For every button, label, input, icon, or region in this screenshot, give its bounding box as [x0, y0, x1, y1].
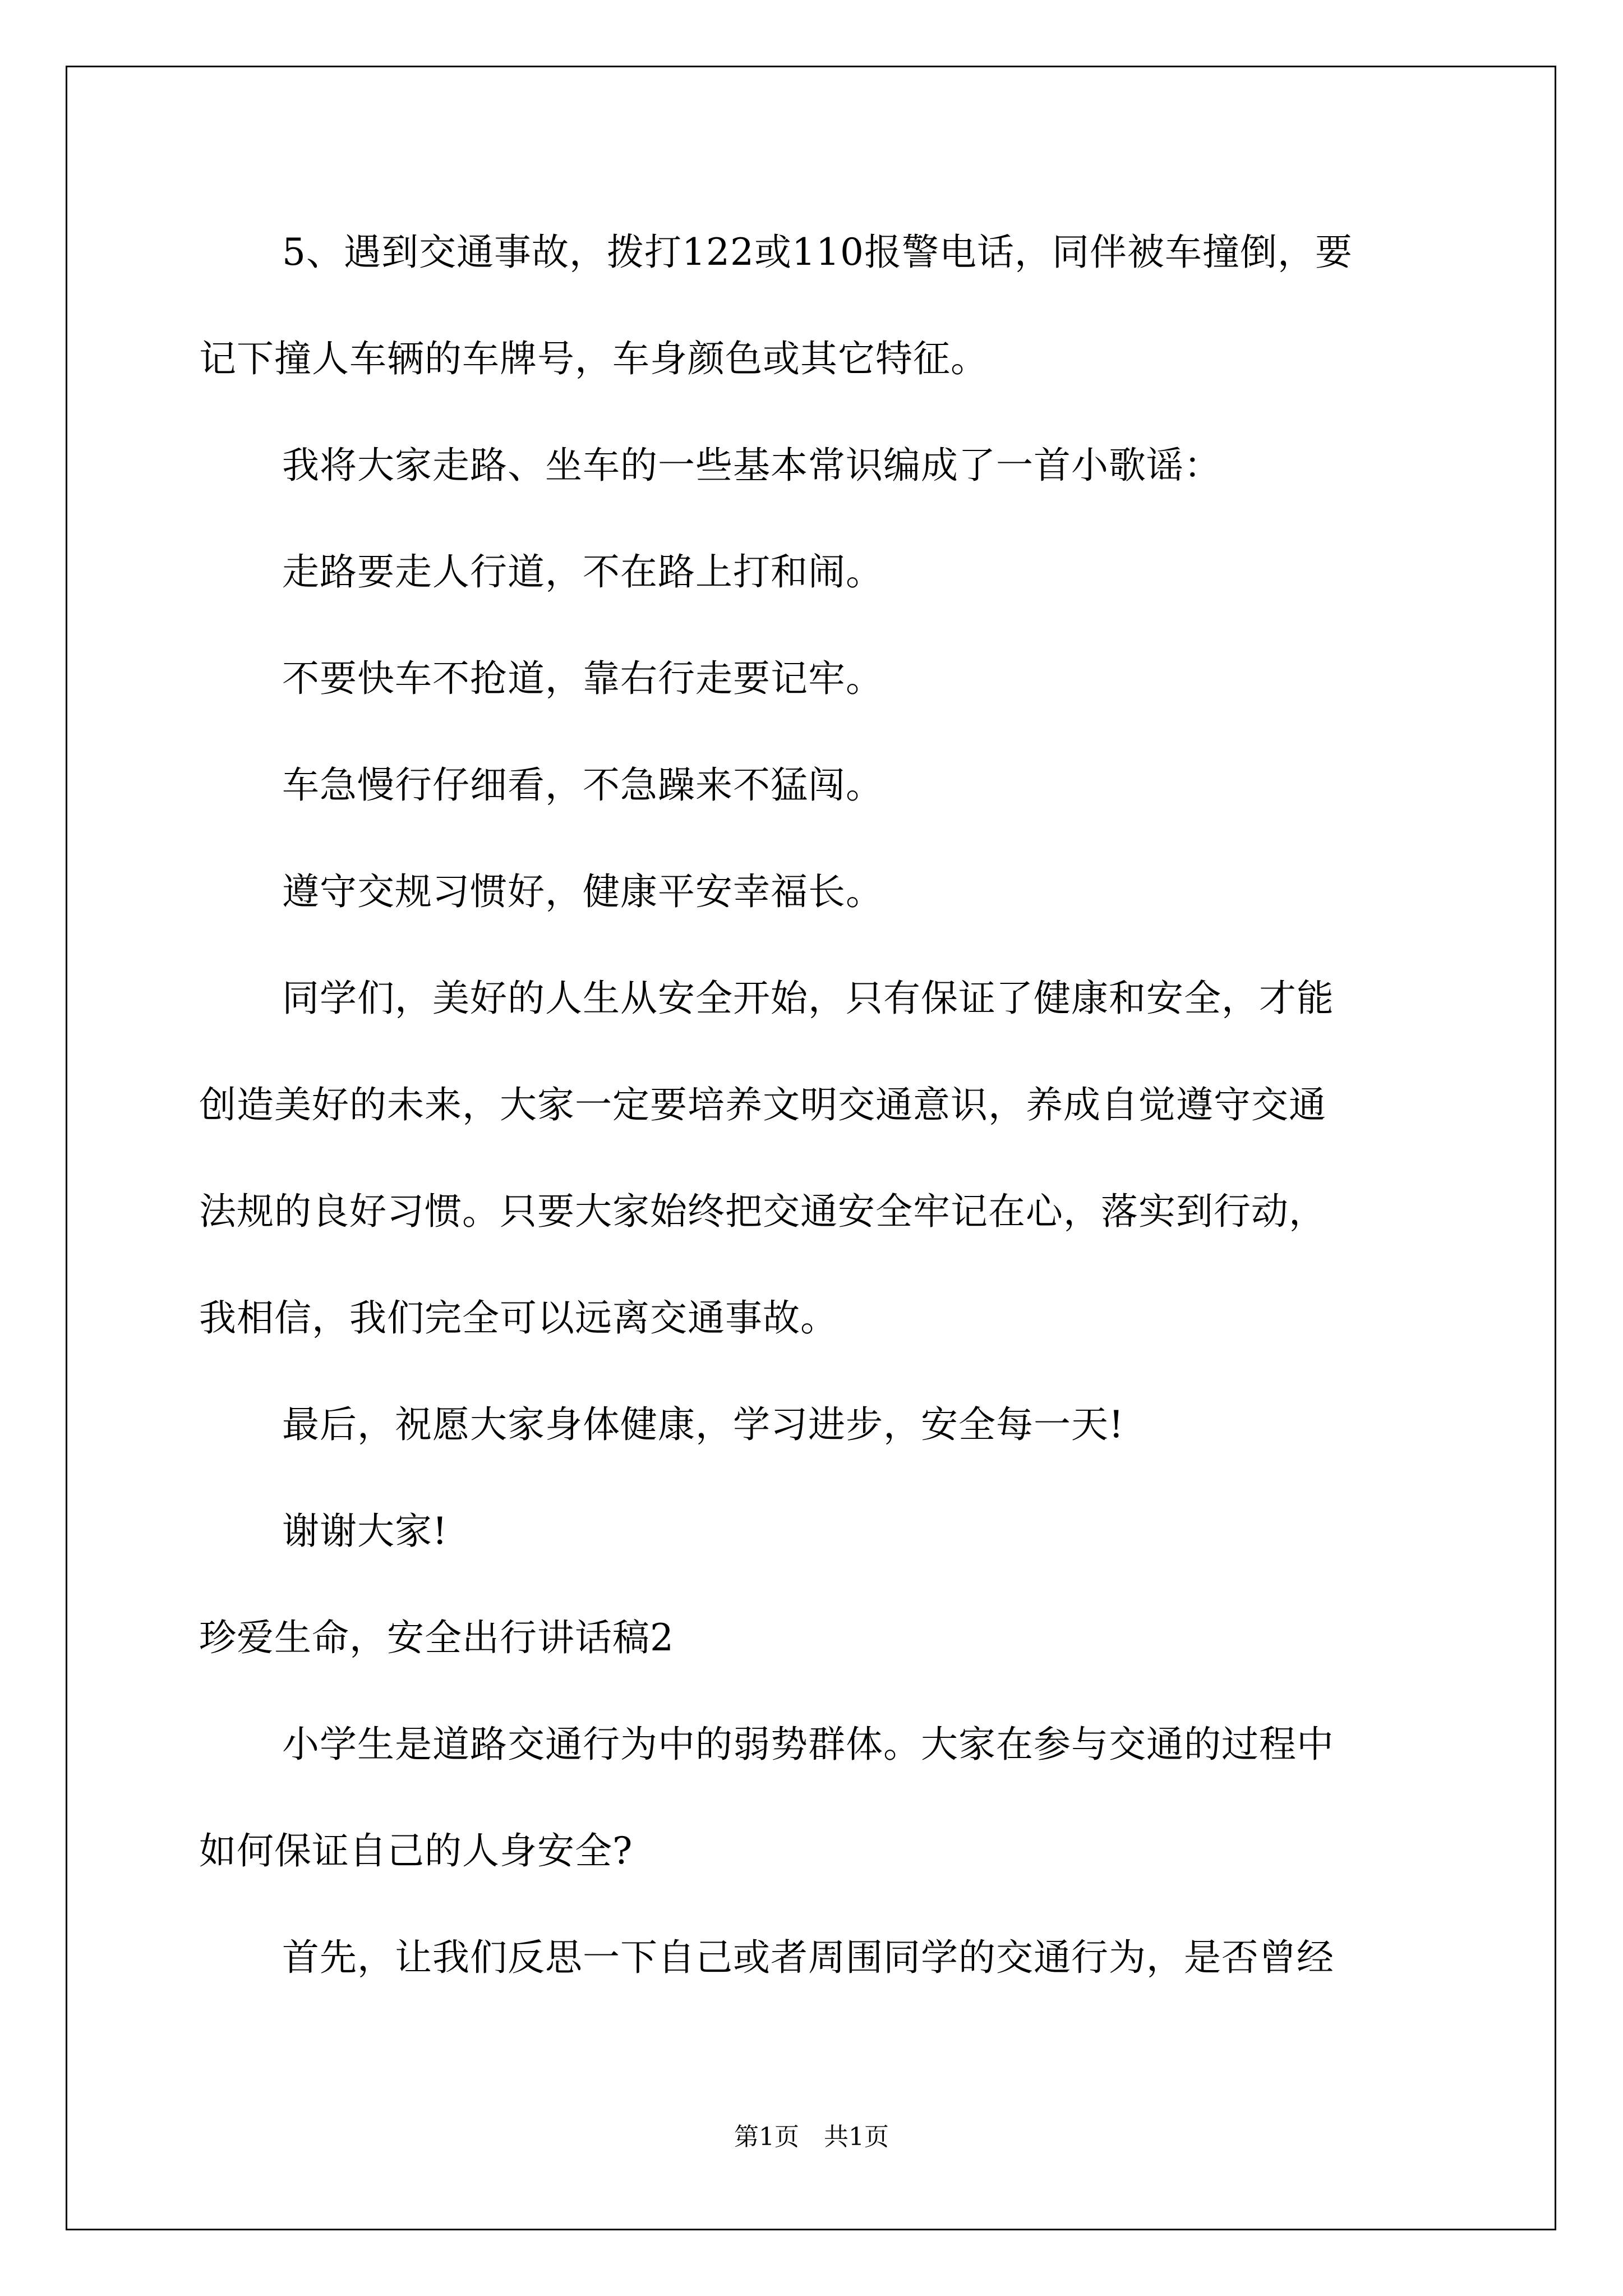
paragraph-line: 不要快车不抢道，靠右行走要记牢。 — [282, 657, 883, 700]
section-heading: 珍爱生命，安全出行讲话稿2 — [199, 1616, 674, 1659]
paragraph-line: 我将大家走路、坐车的一些基本常识编成了一首小歌谣： — [282, 444, 1221, 487]
paragraph-line: 记下撞人车辆的车牌号，车身颜色或其它特征。 — [199, 337, 988, 380]
paragraph-line: 法规的良好习惯。只要大家始终把交通安全牢记在心，落实到行动， — [199, 1190, 1326, 1233]
page-footer: 第1页 共1页 — [734, 2123, 889, 2151]
paragraph-line: 5、遇到交通事故，拨打122或110报警电话，同伴被车撞倒，要 — [282, 231, 1353, 274]
paragraph-line: 谢谢大家! — [282, 1510, 448, 1553]
paragraph-line: 如何保证自己的人身安全? — [199, 1829, 633, 1872]
paragraph-line: 车急慢行仔细看，不急躁来不猛闯。 — [282, 763, 883, 807]
paragraph-line: 小学生是道路交通行为中的弱势群体。大家在参与交通的过程中 — [282, 1723, 1334, 1766]
paragraph-line: 最后，祝愿大家身体健康，学习进步，安全每一天! — [282, 1403, 1124, 1446]
page-border — [66, 66, 1556, 2230]
paragraph-line: 遵守交规习惯好，健康平安幸福长。 — [282, 870, 883, 913]
paragraph-line: 我相信，我们完全可以远离交通事故。 — [199, 1296, 838, 1340]
paragraph-line: 首先，让我们反思一下自己或者周围同学的交通行为，是否曾经 — [282, 1936, 1334, 1979]
paragraph-line: 创造美好的未来，大家一定要培养文明交通意识，养成自觉遵守交通 — [199, 1083, 1326, 1126]
paragraph-line: 走路要走人行道，不在路上打和闹。 — [282, 550, 883, 593]
paragraph-line: 同学们，美好的人生从安全开始，只有保证了健康和安全，才能 — [282, 977, 1334, 1020]
